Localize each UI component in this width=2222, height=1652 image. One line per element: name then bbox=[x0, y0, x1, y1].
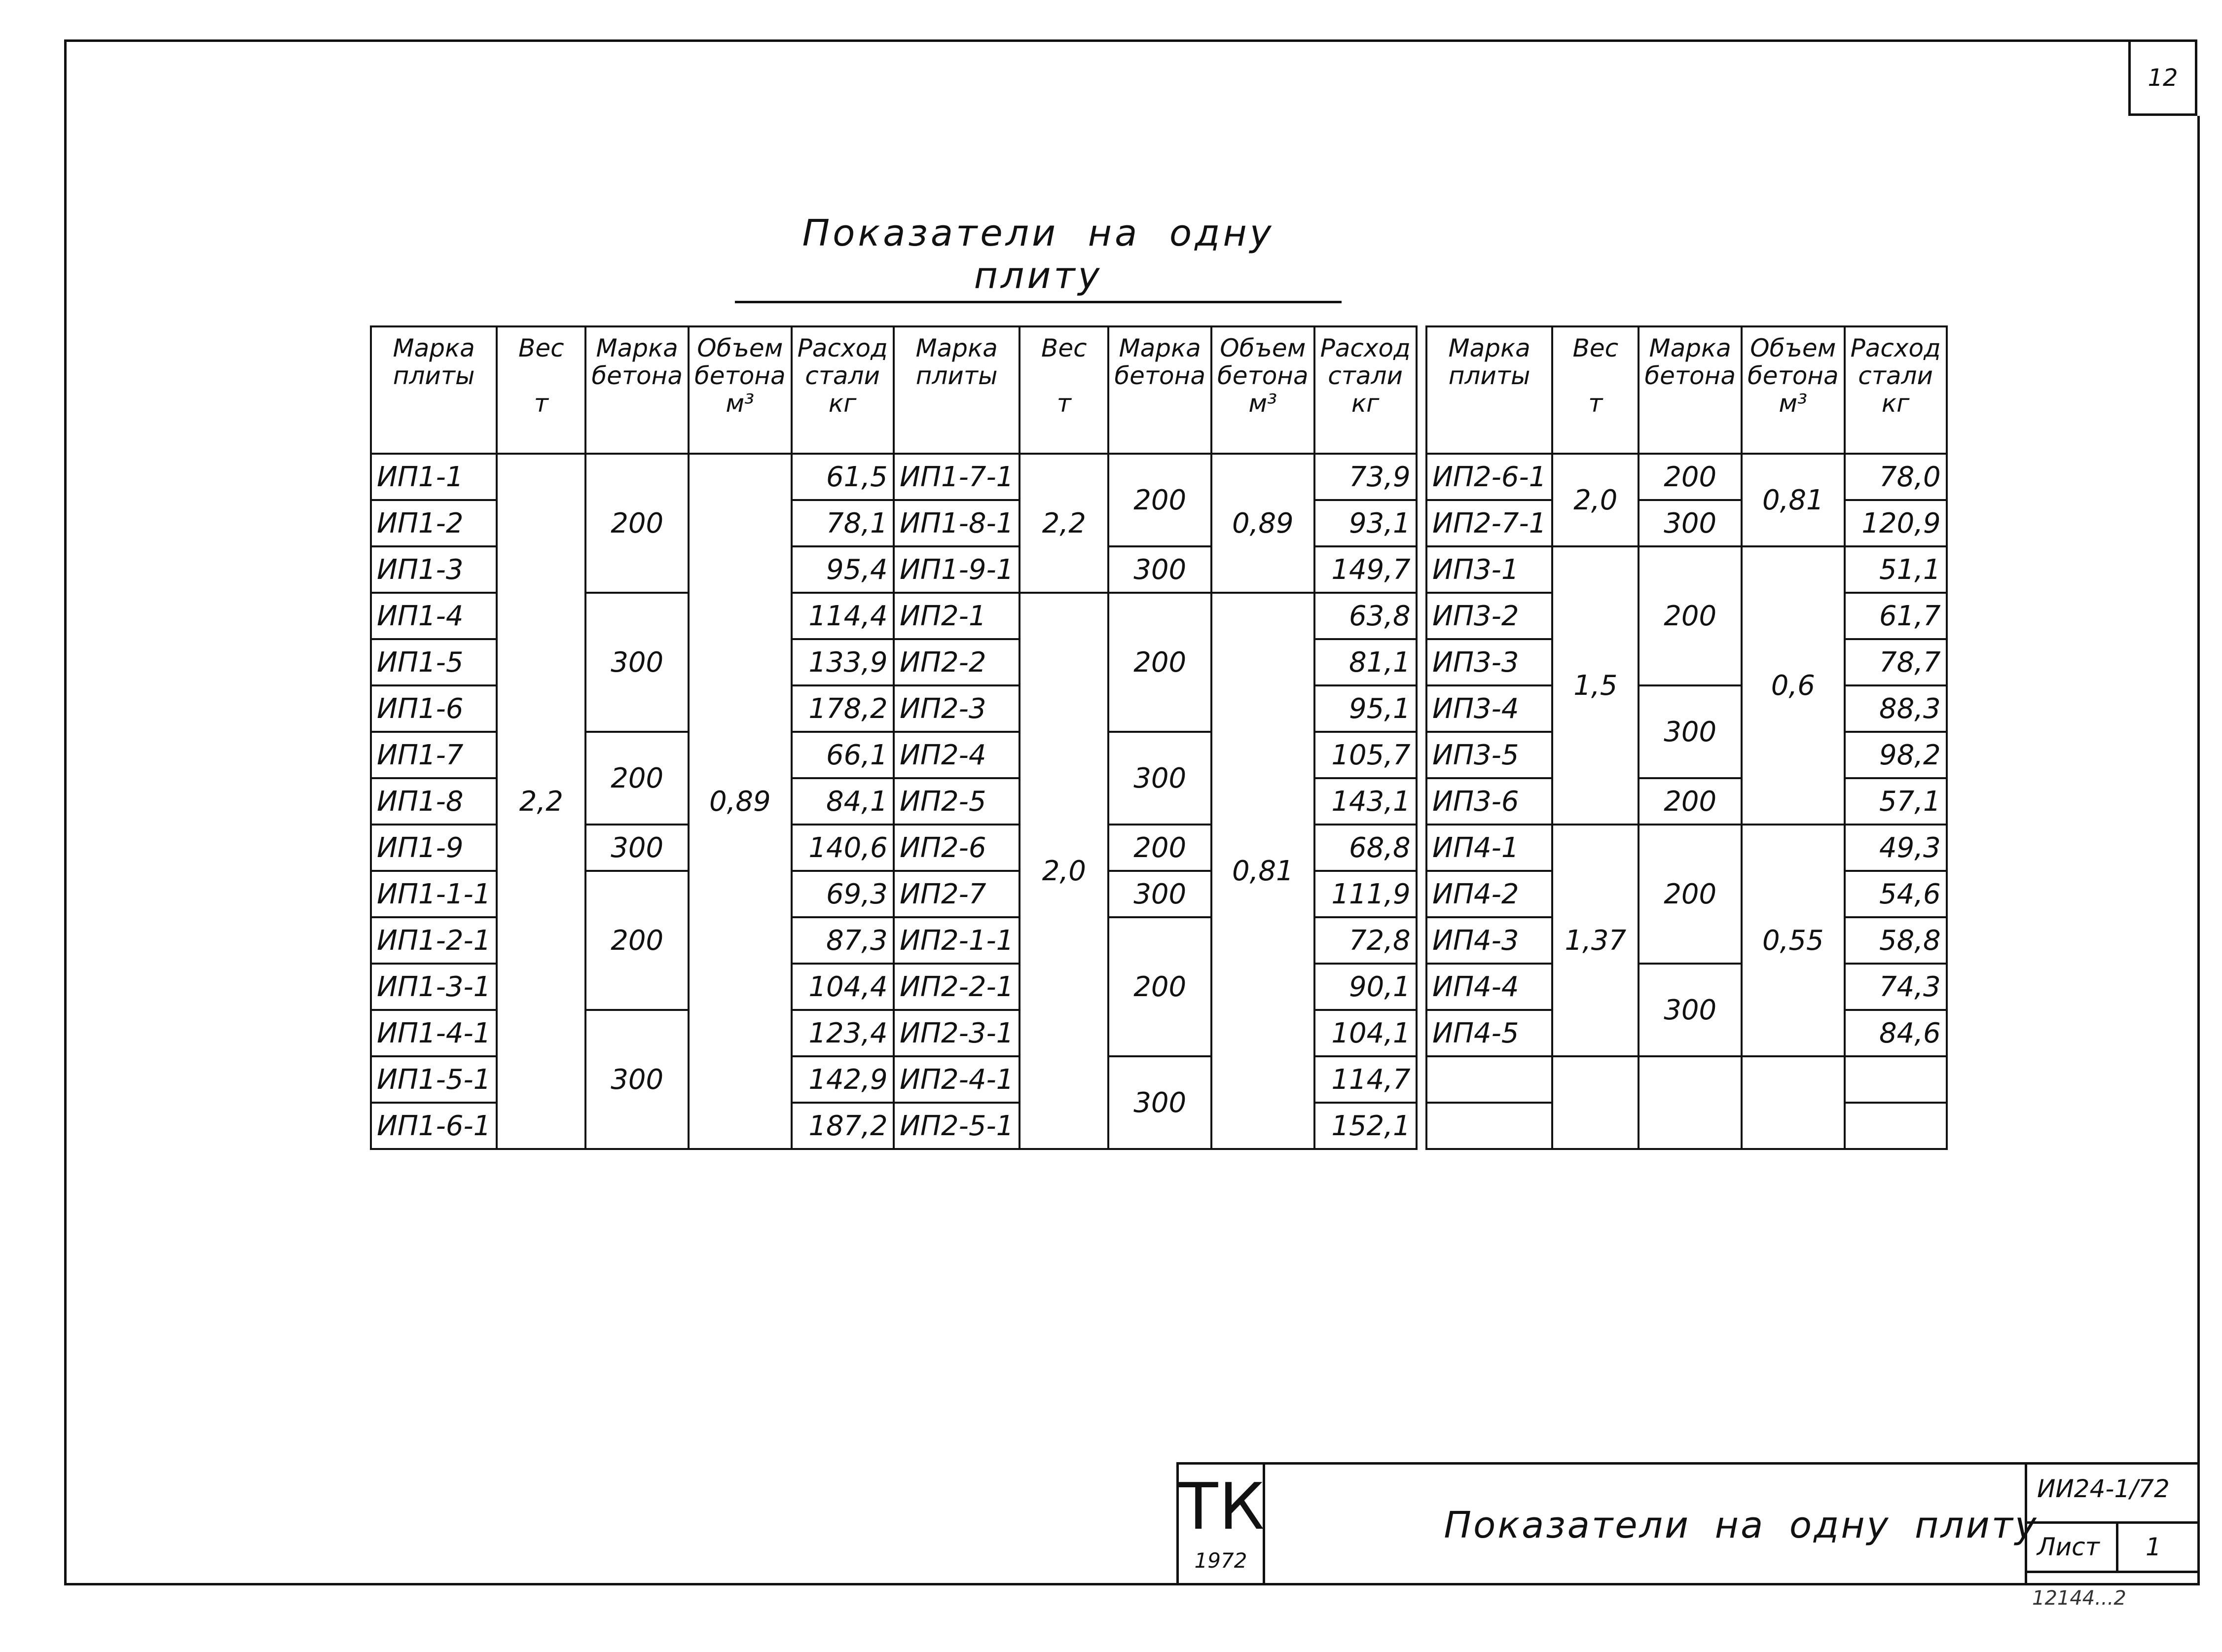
header-mark: Марка плиты bbox=[894, 326, 1020, 454]
plate-mark: ИП2-1 bbox=[894, 593, 1020, 639]
table-row bbox=[371, 732, 894, 778]
plate-mark: ИП4-2 bbox=[1426, 871, 1552, 917]
table-row bbox=[894, 825, 1417, 871]
header-weight: Вес т bbox=[1552, 326, 1639, 454]
weight-cell: 1,5 bbox=[1552, 546, 1639, 825]
table-header-row bbox=[1426, 326, 1947, 454]
table-row bbox=[1426, 685, 1947, 732]
steel-consumption: 120,9 bbox=[1845, 500, 1947, 546]
organization-block bbox=[1179, 1465, 1265, 1585]
table-row bbox=[894, 871, 1417, 917]
steel-consumption: 81,1 bbox=[1314, 639, 1417, 685]
concrete-grade-cell: 200 bbox=[1639, 454, 1742, 500]
title-block bbox=[1176, 1462, 2197, 1585]
plate-mark: ИП1-5-1 bbox=[371, 1056, 497, 1103]
header-steel: Расход стали кг bbox=[1314, 326, 1417, 454]
plate-mark: ИП3-4 bbox=[1426, 685, 1552, 732]
steel-consumption: 84,6 bbox=[1845, 1010, 1947, 1056]
steel-consumption: 73,9 bbox=[1314, 454, 1417, 500]
header-volume: Объем бетона м³ bbox=[689, 326, 792, 454]
plate-mark: ИП1-1-1 bbox=[371, 871, 497, 917]
plate-mark: ИП4-4 bbox=[1426, 964, 1552, 1010]
concrete-volume-cell: 0,81 bbox=[1211, 593, 1314, 1149]
steel-consumption: 69,3 bbox=[792, 871, 894, 917]
concrete-grade-cell: 200 bbox=[1639, 546, 1742, 685]
plate-mark: ИП1-8-1 bbox=[894, 500, 1020, 546]
empty-cell bbox=[1426, 1056, 1552, 1103]
steel-consumption: 98,2 bbox=[1845, 732, 1947, 778]
plate-mark: ИП1-3-1 bbox=[371, 964, 497, 1010]
plate-mark: ИП2-7 bbox=[894, 871, 1020, 917]
concrete-grade-cell: 200 bbox=[1108, 825, 1211, 871]
weight-cell: 1,37 bbox=[1552, 825, 1639, 1056]
steel-consumption: 49,3 bbox=[1845, 825, 1947, 871]
table-row bbox=[371, 1010, 894, 1056]
drawing-frame-right-edge bbox=[2197, 116, 2200, 1585]
table-row bbox=[894, 546, 1417, 593]
plate-mark: ИП2-3-1 bbox=[894, 1010, 1020, 1056]
concrete-grade-cell: 300 bbox=[1639, 685, 1742, 778]
concrete-grade-cell: 300 bbox=[1108, 732, 1211, 825]
steel-consumption: 84,1 bbox=[792, 778, 894, 825]
table-row bbox=[1426, 964, 1947, 1010]
indicators-table-3 bbox=[1425, 325, 1948, 1150]
plate-mark: ИП4-1 bbox=[1426, 825, 1552, 871]
header-concrete: Марка бетона bbox=[585, 326, 689, 454]
page-title: Показатели на одну плиту bbox=[735, 212, 1342, 303]
plate-mark: ИП2-6-1 bbox=[1426, 454, 1552, 500]
concrete-grade-cell: 200 bbox=[1639, 825, 1742, 964]
plate-mark: ИП2-5 bbox=[894, 778, 1020, 825]
year: 1972 bbox=[1194, 1548, 1247, 1573]
concrete-grade-cell: 200 bbox=[1108, 593, 1211, 732]
plate-mark: ИП1-1 bbox=[371, 454, 497, 500]
steel-consumption: 93,1 bbox=[1314, 500, 1417, 546]
header-concrete: Марка бетона bbox=[1108, 326, 1211, 454]
header-mark: Марка плиты bbox=[371, 326, 497, 454]
table-header-row bbox=[371, 326, 894, 454]
table-row bbox=[894, 1056, 1417, 1103]
table-row bbox=[1426, 778, 1947, 825]
plate-mark: ИП1-2-1 bbox=[371, 917, 497, 964]
concrete-grade-cell: 300 bbox=[1108, 871, 1211, 917]
empty-cell bbox=[1845, 1056, 1947, 1103]
plate-mark: ИП2-7-1 bbox=[1426, 500, 1552, 546]
indicators-table-1 bbox=[370, 325, 895, 1150]
concrete-volume-cell: 0,55 bbox=[1742, 825, 1845, 1056]
concrete-grade-cell: 200 bbox=[1639, 778, 1742, 825]
plate-mark: ИП1-4 bbox=[371, 593, 497, 639]
steel-consumption: 105,7 bbox=[1314, 732, 1417, 778]
plate-mark: ИП1-7-1 bbox=[894, 454, 1020, 500]
concrete-grade-cell: 300 bbox=[1639, 964, 1742, 1056]
plate-mark: ИП3-2 bbox=[1426, 593, 1552, 639]
document-code: ИИ24-1/72 bbox=[2037, 1474, 2170, 1503]
table-row bbox=[1426, 825, 1947, 871]
table-row bbox=[1426, 500, 1947, 546]
steel-consumption: 78,1 bbox=[792, 500, 894, 546]
steel-consumption: 51,1 bbox=[1845, 546, 1947, 593]
concrete-volume-cell: 0,81 bbox=[1742, 454, 1845, 546]
plate-mark: ИП3-3 bbox=[1426, 639, 1552, 685]
table-row bbox=[371, 593, 894, 639]
steel-consumption: 143,1 bbox=[1314, 778, 1417, 825]
concrete-grade-cell: 200 bbox=[585, 871, 689, 1010]
order-number: 12144...2 bbox=[2032, 1587, 2126, 1610]
plate-mark: ИП1-9 bbox=[371, 825, 497, 871]
plate-mark: ИП2-5-1 bbox=[894, 1103, 1020, 1149]
table-row bbox=[894, 732, 1417, 778]
steel-consumption: 78,7 bbox=[1845, 639, 1947, 685]
header-mark: Марка плиты bbox=[1426, 326, 1552, 454]
steel-consumption: 72,8 bbox=[1314, 917, 1417, 964]
header-weight: Вес т bbox=[1020, 326, 1108, 454]
plate-mark: ИП3-1 bbox=[1426, 546, 1552, 593]
sheet-row bbox=[2027, 1521, 2200, 1573]
concrete-grade-cell: 300 bbox=[585, 593, 689, 732]
plate-mark: ИП1-4-1 bbox=[371, 1010, 497, 1056]
steel-consumption: 104,1 bbox=[1314, 1010, 1417, 1056]
steel-consumption: 111,9 bbox=[1314, 871, 1417, 917]
weight-cell: 2,0 bbox=[1552, 454, 1639, 546]
table-row bbox=[1426, 454, 1947, 500]
plate-mark: ИП1-3 bbox=[371, 546, 497, 593]
table-header-row bbox=[894, 326, 1417, 454]
sheet-value: 1 bbox=[2146, 1533, 2161, 1561]
table-row bbox=[894, 454, 1417, 500]
concrete-grade-cell: 300 bbox=[585, 1010, 689, 1149]
steel-consumption: 90,1 bbox=[1314, 964, 1417, 1010]
plate-mark: ИП3-5 bbox=[1426, 732, 1552, 778]
steel-consumption: 88,3 bbox=[1845, 685, 1947, 732]
header-volume: Объем бетона м³ bbox=[1742, 326, 1845, 454]
table-row bbox=[894, 593, 1417, 639]
plate-mark: ИП2-2-1 bbox=[894, 964, 1020, 1010]
plate-mark: ИП2-4-1 bbox=[894, 1056, 1020, 1103]
header-steel: Расход стали кг bbox=[792, 326, 894, 454]
plate-mark: ИП1-9-1 bbox=[894, 546, 1020, 593]
weight-cell: 2,2 bbox=[1020, 454, 1108, 593]
plate-mark: ИП3-6 bbox=[1426, 778, 1552, 825]
organization-code: ТК bbox=[1179, 1469, 1266, 1544]
plate-mark: ИП2-3 bbox=[894, 685, 1020, 732]
steel-consumption: 61,7 bbox=[1845, 593, 1947, 639]
steel-consumption: 187,2 bbox=[792, 1103, 894, 1149]
header-concrete: Марка бетона bbox=[1639, 326, 1742, 454]
steel-consumption: 114,7 bbox=[1314, 1056, 1417, 1103]
empty-cell bbox=[1639, 1056, 1742, 1149]
empty-cell bbox=[1426, 1103, 1552, 1149]
plate-mark: ИП1-8 bbox=[371, 778, 497, 825]
header-steel: Расход стали кг bbox=[1845, 326, 1947, 454]
empty-cell bbox=[1552, 1056, 1639, 1149]
steel-consumption: 63,8 bbox=[1314, 593, 1417, 639]
steel-consumption: 66,1 bbox=[792, 732, 894, 778]
sheet-divider bbox=[2116, 1524, 2118, 1571]
steel-consumption: 74,3 bbox=[1845, 964, 1947, 1010]
steel-consumption: 61,5 bbox=[792, 454, 894, 500]
table-row bbox=[1426, 546, 1947, 593]
concrete-volume-cell: 0,89 bbox=[689, 454, 792, 1149]
concrete-grade-cell: 200 bbox=[1108, 917, 1211, 1056]
steel-consumption: 114,4 bbox=[792, 593, 894, 639]
concrete-grade-cell: 200 bbox=[585, 454, 689, 593]
steel-consumption: 123,4 bbox=[792, 1010, 894, 1056]
concrete-grade-cell: 200 bbox=[585, 732, 689, 825]
empty-cell bbox=[1845, 1103, 1947, 1149]
header-weight: Вес т bbox=[497, 326, 585, 454]
concrete-volume-cell: 0,89 bbox=[1211, 454, 1314, 593]
concrete-grade-cell: 200 bbox=[1108, 454, 1211, 546]
sheet-label: Лист bbox=[2037, 1533, 2100, 1561]
steel-consumption: 54,6 bbox=[1845, 871, 1947, 917]
plate-mark: ИП2-6 bbox=[894, 825, 1020, 871]
steel-consumption: 78,0 bbox=[1845, 454, 1947, 500]
plate-mark: ИП1-6-1 bbox=[371, 1103, 497, 1149]
steel-consumption: 104,4 bbox=[792, 964, 894, 1010]
plate-mark: ИП1-7 bbox=[371, 732, 497, 778]
table-row bbox=[894, 917, 1417, 964]
steel-consumption: 152,1 bbox=[1314, 1103, 1417, 1149]
table-row bbox=[371, 825, 894, 871]
table-row bbox=[371, 454, 894, 500]
weight-cell: 2,2 bbox=[497, 454, 585, 1149]
steel-consumption: 87,3 bbox=[792, 917, 894, 964]
steel-consumption: 95,1 bbox=[1314, 685, 1417, 732]
plate-mark: ИП2-4 bbox=[894, 732, 1020, 778]
stamp-title: Показатели на одну плиту bbox=[1444, 1504, 2039, 1546]
steel-consumption: 140,6 bbox=[792, 825, 894, 871]
indicators-table-2 bbox=[893, 325, 1418, 1150]
plate-mark: ИП4-3 bbox=[1426, 917, 1552, 964]
plate-mark: ИП1-6 bbox=[371, 685, 497, 732]
plate-mark: ИП2-1-1 bbox=[894, 917, 1020, 964]
concrete-grade-cell: 300 bbox=[1108, 546, 1211, 593]
plate-mark: ИП2-2 bbox=[894, 639, 1020, 685]
plate-mark: ИП1-5 bbox=[371, 639, 497, 685]
header-volume: Объем бетона м³ bbox=[1211, 326, 1314, 454]
steel-consumption: 95,4 bbox=[792, 546, 894, 593]
steel-consumption: 68,8 bbox=[1314, 825, 1417, 871]
steel-consumption: 133,9 bbox=[792, 639, 894, 685]
stamp-right-block bbox=[2025, 1465, 2200, 1585]
concrete-grade-cell: 300 bbox=[585, 825, 689, 871]
plate-mark: ИП4-5 bbox=[1426, 1010, 1552, 1056]
weight-cell: 2,0 bbox=[1020, 593, 1108, 1149]
table-row bbox=[371, 871, 894, 917]
steel-consumption: 58,8 bbox=[1845, 917, 1947, 964]
sheet-number: 12 bbox=[2128, 39, 2197, 116]
concrete-grade-cell: 300 bbox=[1108, 1056, 1211, 1149]
steel-consumption: 149,7 bbox=[1314, 546, 1417, 593]
steel-consumption: 178,2 bbox=[792, 685, 894, 732]
empty-cell bbox=[1742, 1056, 1845, 1149]
table-row-empty bbox=[1426, 1056, 1947, 1103]
concrete-grade-cell: 300 bbox=[1639, 500, 1742, 546]
concrete-volume-cell: 0,6 bbox=[1742, 546, 1845, 825]
steel-consumption: 142,9 bbox=[792, 1056, 894, 1103]
plate-mark: ИП1-2 bbox=[371, 500, 497, 546]
steel-consumption: 57,1 bbox=[1845, 778, 1947, 825]
